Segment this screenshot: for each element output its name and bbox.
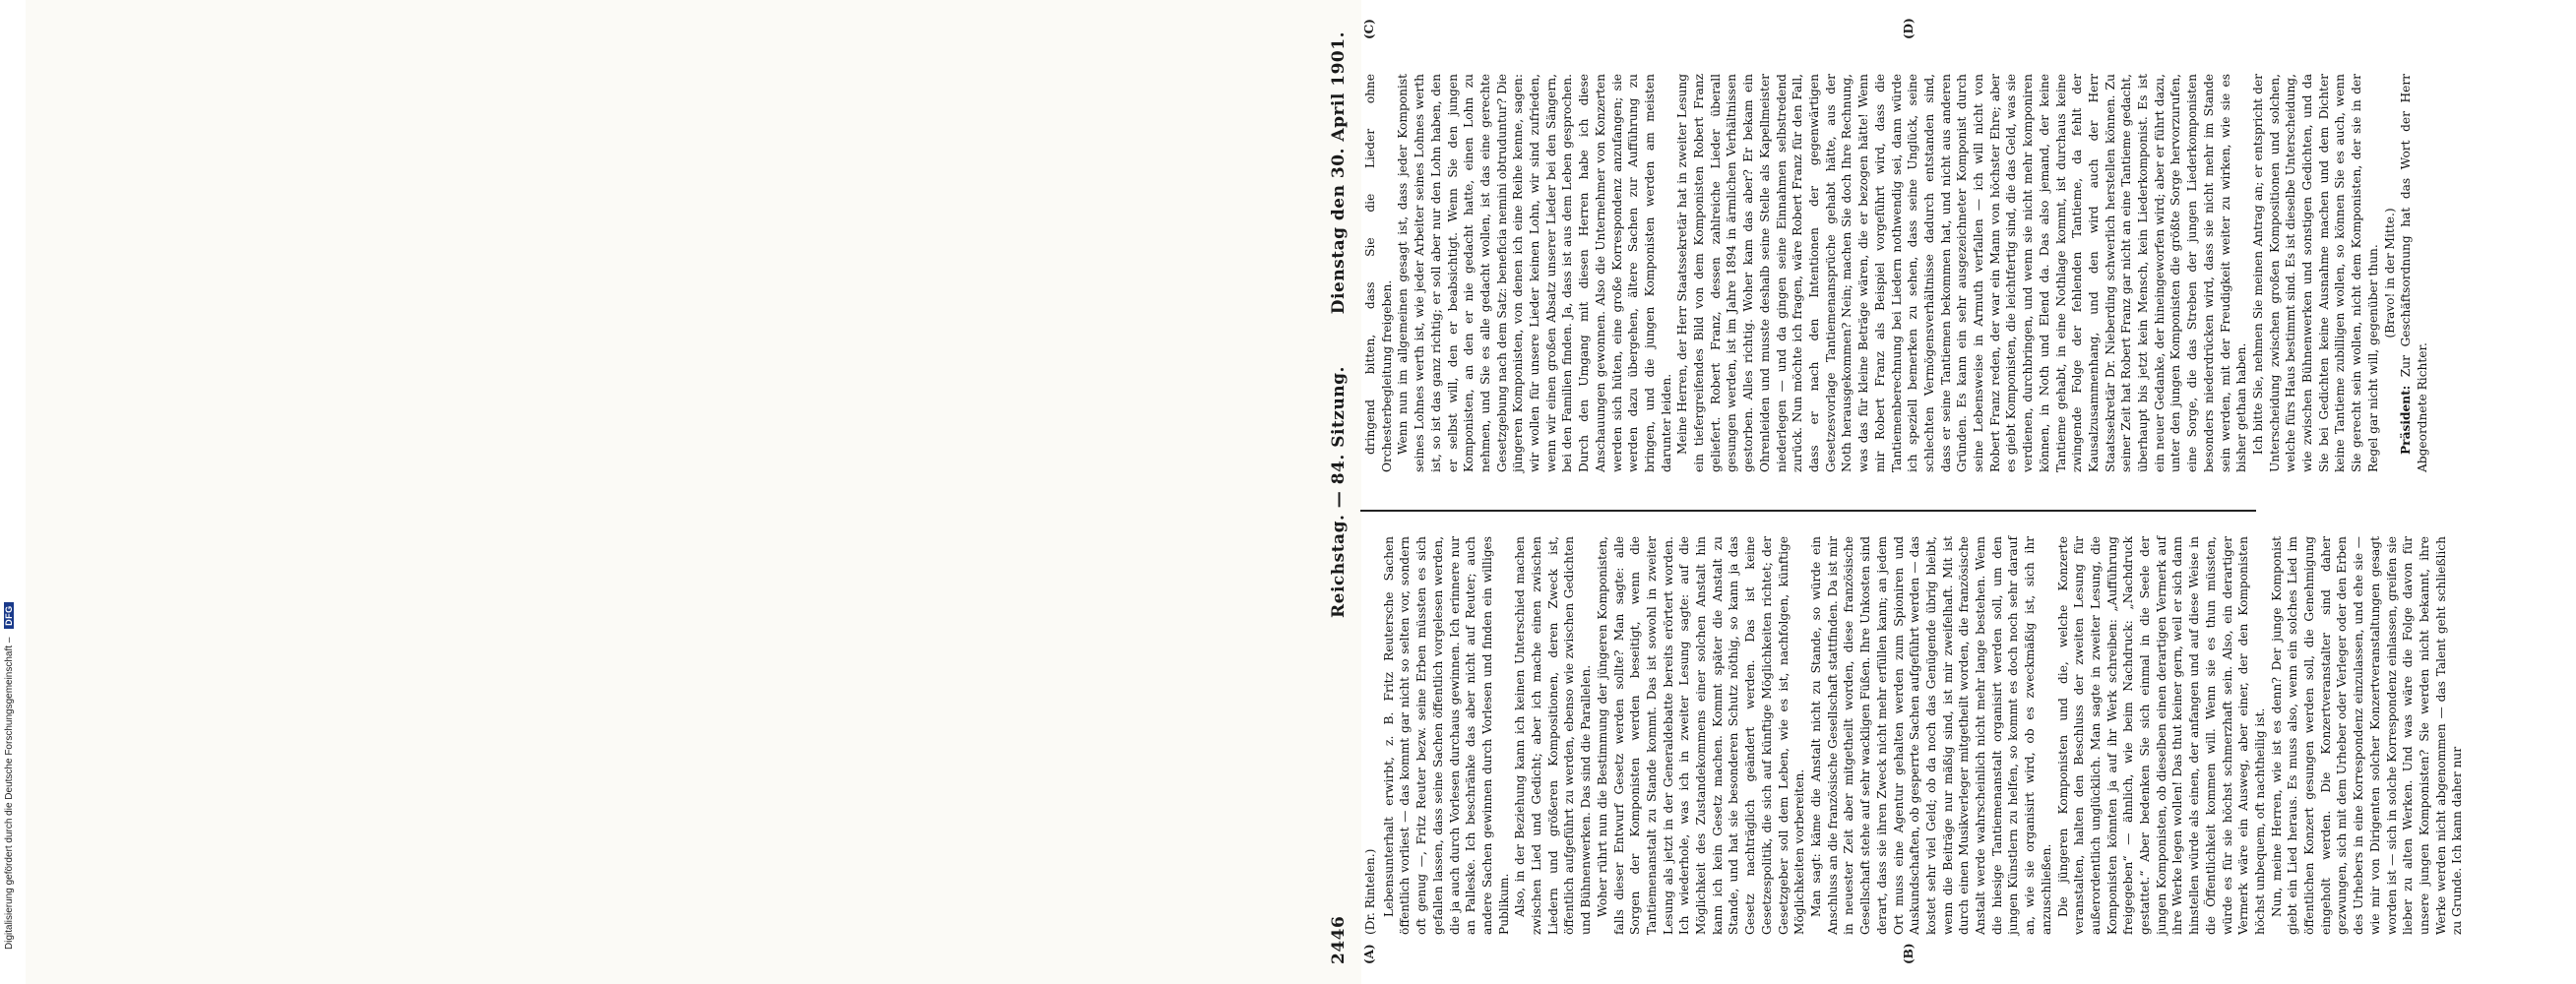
paragraph: Man sagt: käme die Anstalt nicht zu Stande, so würde ein Anschluss an die französische Gesellschaft stattfinden. Da ist mir in neuester Zeit aber mitgetheilt worden, diese französische Gesellschaft stehe auf sehr wackligen Füßen. Ihre Unkosten sind derart, dass sie ihren Zweck nicht mehr erfüllen kann; an jedem Ort muss eine Agentur gehalten werden zum Spioniren und Auskundschaften, ob gesperrte Sachen aufgeführt werden — das kostet sehr viel Geld; ob da noch das Genügende übrig bleibt, wenn die Beiträge nur mäßig sind, ist mir zweifelhaft. Mit ist durch einen Musikverleger mitgetheilt worden, die französische Anstalt werde wahrscheinlich nicht mehr lange bestehen. Wenn die hiesige Tantiemenanstalt organisirt werden soll, um den jungen Künstlern zu helfen, so kommt es doch noch sehr darauf an, wie sie organisirt wird, ob es zweckmäßig ist, sich ihr anzuschließen. (1808, 536, 2053, 935)
digitization-sidebar (0, 0, 26, 984)
column-divider (1360, 510, 2256, 512)
audience-reaction: (Bravo! in der Mitte.) (2382, 208, 2397, 338)
left-column (1362, 536, 2466, 935)
paragraph: Woher rührt nun die Bestimmung der jüngeren Komponisten, falls dieser Entwurf Gesetz werden sollte? Man sagte: alle Sorgen der Komponisten werden beseitigt, wenn die Tantiemenanstalt zu Stande kommt. Das ist sowohl in zweiter Lesung als jetzt in der Generaldebatte bereits erörtert worden. Ich wiederhole, was ich in zweiter Lesung sagte: auf die Möglichkeit des Zustandekommens einer solchen Anstalt hin kann ich kein Gesetz machen. Kommt später die Anstalt zu Stande, und hat sie besonderen Schutz nöthig, so kann ja das Gesetz nachträglich geändert werden. Das ist keine Gesetzespolitik, die sich auf künftige Möglichkeiten richtet; der Gesetzgeber soll dem Leben, wie es ist, nachfolgen, künftige Möglichkeiten vorbereiten. (1595, 536, 1807, 935)
page-header (1321, 20, 1354, 964)
paragraph: Nun, meine Herren, wie ist es denn? Der junge Komponist giebt ein Lied heraus. Es muss also, wenn ein solches Lied im öffentlichen Konzert gesungen werden soll, die Genehmigung eingeholt werden. Die Konzertveranstalter sind daher gezwungen, sich mit dem Urheber oder Verleger oder den Erben des Urhebers in eine Korrespondenz einzulassen, und ehe sie — wie mir von Dirigenten solcher Konzertveranstaltungen gesagt worden ist — sich in solche Korrespondenz einlassen, greifen sie lieber zu alten Werken. Und was wäre die Folge davon für unsere jungen Komponisten? Sie werden nicht bekannt, ihre Werke werden nicht abgenommen — das Talent geht schließlich zu Grunde. Ich kann daher nur (2269, 536, 2465, 935)
paragraph: Also, in der Beziehung kann ich keinen Unterschied machen zwischen Lied und Gedicht; aber ich mache einen zwischen Liedern und größeren Kompositionen, deren Zweck ist, öffentlich aufgeführt zu werden, ebenso wie zwischen Gedichten und Bühnenwerken. Das sind die Parallelen. (1513, 536, 1594, 935)
session-date: Dienstag den 30. April 1901. (1329, 31, 1349, 315)
margin-marker-c: (C) (1362, 19, 1376, 39)
paragraph: Wenn nun im allgemeinen gesagt ist, dass jeder Komponist seines Lohnes werth ist, wie jeder Arbeiter seines Lohnes werth ist, so ist das ganz richtig; er soll aber nur den Lohn haben, den er selbst will, den er beabsichtigt. Wenn Sie den jungen Komponisten, an den er nie gedacht hatte, einen Lohn zu nehmen, und Sie es alle gedacht wollen, ist das eine gerechte Gesetzgebung nach dem Satz: beneficia nemini obtruduntur? Die jüngeren Komponisten, von denen ich eine Reihe kenne, sagen: wir wollen für unsere Lieder keinen Lohn, wir sind zufrieden, wenn wir einen großen Absatz unserer Lieder bei den Sängern, bei den Familien finden. Ja, dass ist aus dem Leben gesprochen. Durch den Umgang mit diesen Herren habe ich diese Anschauungen gewonnen. Also die Unternehmer von Konzerten werden sich hüten, eine große Korrespondenz anzufangen; sie werden dazu übergehen, ältere Sachen zur Aufführung zu bringen, und die jungen Komponisten werden am meisten darunter leiden. (1396, 74, 1673, 472)
running-head: Reichstag. — 84. Sitzung. (1329, 366, 1349, 618)
paragraph: Ich bitte Sie, nehmen Sie meinen Antrag an; er entspricht der Unterscheidung zwischen großen Kompositionen und solchen, welche fürs Haus bestimmt sind. Es ist dieselbe Unterscheidung, wie zwischen Bühnenwerken und sonstigen Gedichten, und da Sie bei Gedichten keine Ausnahme machen und dem Dichter keine Tantieme zubilligen wollen, so können Sie es auch, wenn Sie gerecht sein wollen, nicht dem Komponisten, der sie in der Regel gar nicht will, gegenüber thun. (2250, 74, 2380, 472)
margin-marker-d: (D) (1902, 18, 1916, 39)
president-label: Präsident: (2399, 385, 2414, 455)
digitization-note: Digitalisierung gefördert durch die Deutsche Forschungsgemeinschaft – (4, 637, 15, 950)
digitization-credit (4, 5, 15, 950)
paragraph: dringend bitten, dass Sie die Lieder ohne Orchesterbegleitung freigeben. (1363, 74, 1394, 472)
margin-marker-b: (B) (1902, 943, 1916, 964)
right-column (1362, 74, 2431, 472)
president-statement (2398, 74, 2430, 472)
rotated-page-content (1321, 20, 2576, 964)
speaker-name: (Dr. Rintelen.) (1363, 848, 1377, 935)
margin-marker-a: (A) (1362, 944, 1376, 964)
dfg-logo: DFG (4, 602, 14, 629)
paragraph: Meine Herren, der Herr Staatssekretär hat in zweiter Lesung ein tiefergreifendes Bild von dem Komponisten Robert Franz geliefert. Robert Franz, dessen zahlreiche Lieder überall gesungen werden, ist im Jahre 1894 in ärmlichen Verhältnissen gestorben. Alles richtig. Woher kam das aber? Er bekam ein Ohrenleiden und musste deshalb seine Stelle als Kapellmeister niederlegen — und da gingen seine Einnahmen selbstredend zurück. Nun möchte ich fragen, wäre Robert Franz für den Fall, dass er nach den Intentionen der gegenwärtigen Gesetzesvorlage Tantiemenansprüche gehabt hätte, aus der Noth herausgekommen? Nein; machen Sie doch Ihre Rechnung, was das für kleine Beträge wären, die er bezogen hätte! Wenn mir Robert Franz als Beispiel vorgeführt wird, dass die Tantiemenberechnung bei Liedern nothwendig sei, dann würde ich speziell bemerken zu sehen, dass seine Unglück, seine schlechten Vermögensverhältnisse dadurch entstanden sind, dass er seine Tantiemen bekommen hat, und nicht aus anderen Gründen. Es kann ein sehr ausgezeichneter Komponist durch seine Lebensweise in Armuth verfallen — ich will nicht von Robert Franz reden, der war ein Mann von höchster Ehre; aber es giebt Komponisten, die leichtfertig sind, die das Geld, was sie verdienen, durchbringen, und wenn sie nicht mehr komponiren können, in Noth und Elend da. Das also jemand, der keine Tantieme gehabt, in eine Nothlage kommt, ist durchaus keine zwingende Folge der fehlenden Tantieme, da fehlt der Kausalzusammenhang, und den wird auch der Herr Staatssekretär Dr. Nieberding schwerlich herstellen können. Zu seiner Zeit hat Robert Franz gar nicht an eine Tantieme gedacht, überhaupt bis jetzt kein Mensch, kein Liederkomponist. Es ist ein neuer Gedanke, der hineingeworfen wird; aber er führt dazu, unter den jungen Komponisten die größte Sorge hervorzurufen, eine Sorge, die das Streben der jungen Liederkomponisten besonders niederdrücken wird, dass sie nicht mehr im Stande sein werden, mit der Freudigkeit weiter zu wirken, wie sie es bisher gethan haben. (1675, 74, 2249, 472)
president-text: Zur Geschäftsordnung hat das Wort der Herr Abgeordnete Richter. (2399, 73, 2429, 472)
page-number: 2446 (1329, 915, 1349, 964)
paragraph: Die jüngeren Komponisten und die, welche Konzerte veranstalten, halten den Beschluss der zweiten Lesung für außerordentlich unglücklich. Man sagte in zweiter Lesung, die Komponisten könnten ja auf ihr Werk schreiben: „Aufführung freigegeben“ — ähnlich, wie beim Nachdruck: „Nachdruck gestattet.“ Aber bedenken Sie sich einmal in die Seele der jungen Komponisten, ob dieselben einen derartigen Vermerk auf ihre Werke legen wollen! Das thut keiner gern, weil er sich dann hinstellen würde als einen, der anfangen und auf diese Weise in die Öffentlichkeit kommen will. Wenn sie es thun müssten, würde es für sie höchst schmerzhaft sein. Also, ein derartiger Vermerk wäre ein Ausweg, aber einer, der den Komponisten höchst unbequem, oft nachtheilig ist. (2055, 536, 2267, 935)
paragraph: Lebensunterhalt erwirbt, z. B. Fritz Reutersche Sachen öffentlich vorliest — das kommt gar nicht so selten vor, sondern oft genug —, Fritz Reuter bezw. seine Erben müssten es sich gefallen lassen, dass seine Sachen öffentlich vorgelesen werden, die ja auch durch Vorlesen durchaus gewinnen. Ich erinnere nur an Palleske. Ich beschränke das aber nicht auf Reuter; auch andere Sachen gewinnen durch Vorlesen und finden ein williges Publikum. (1381, 536, 1511, 935)
